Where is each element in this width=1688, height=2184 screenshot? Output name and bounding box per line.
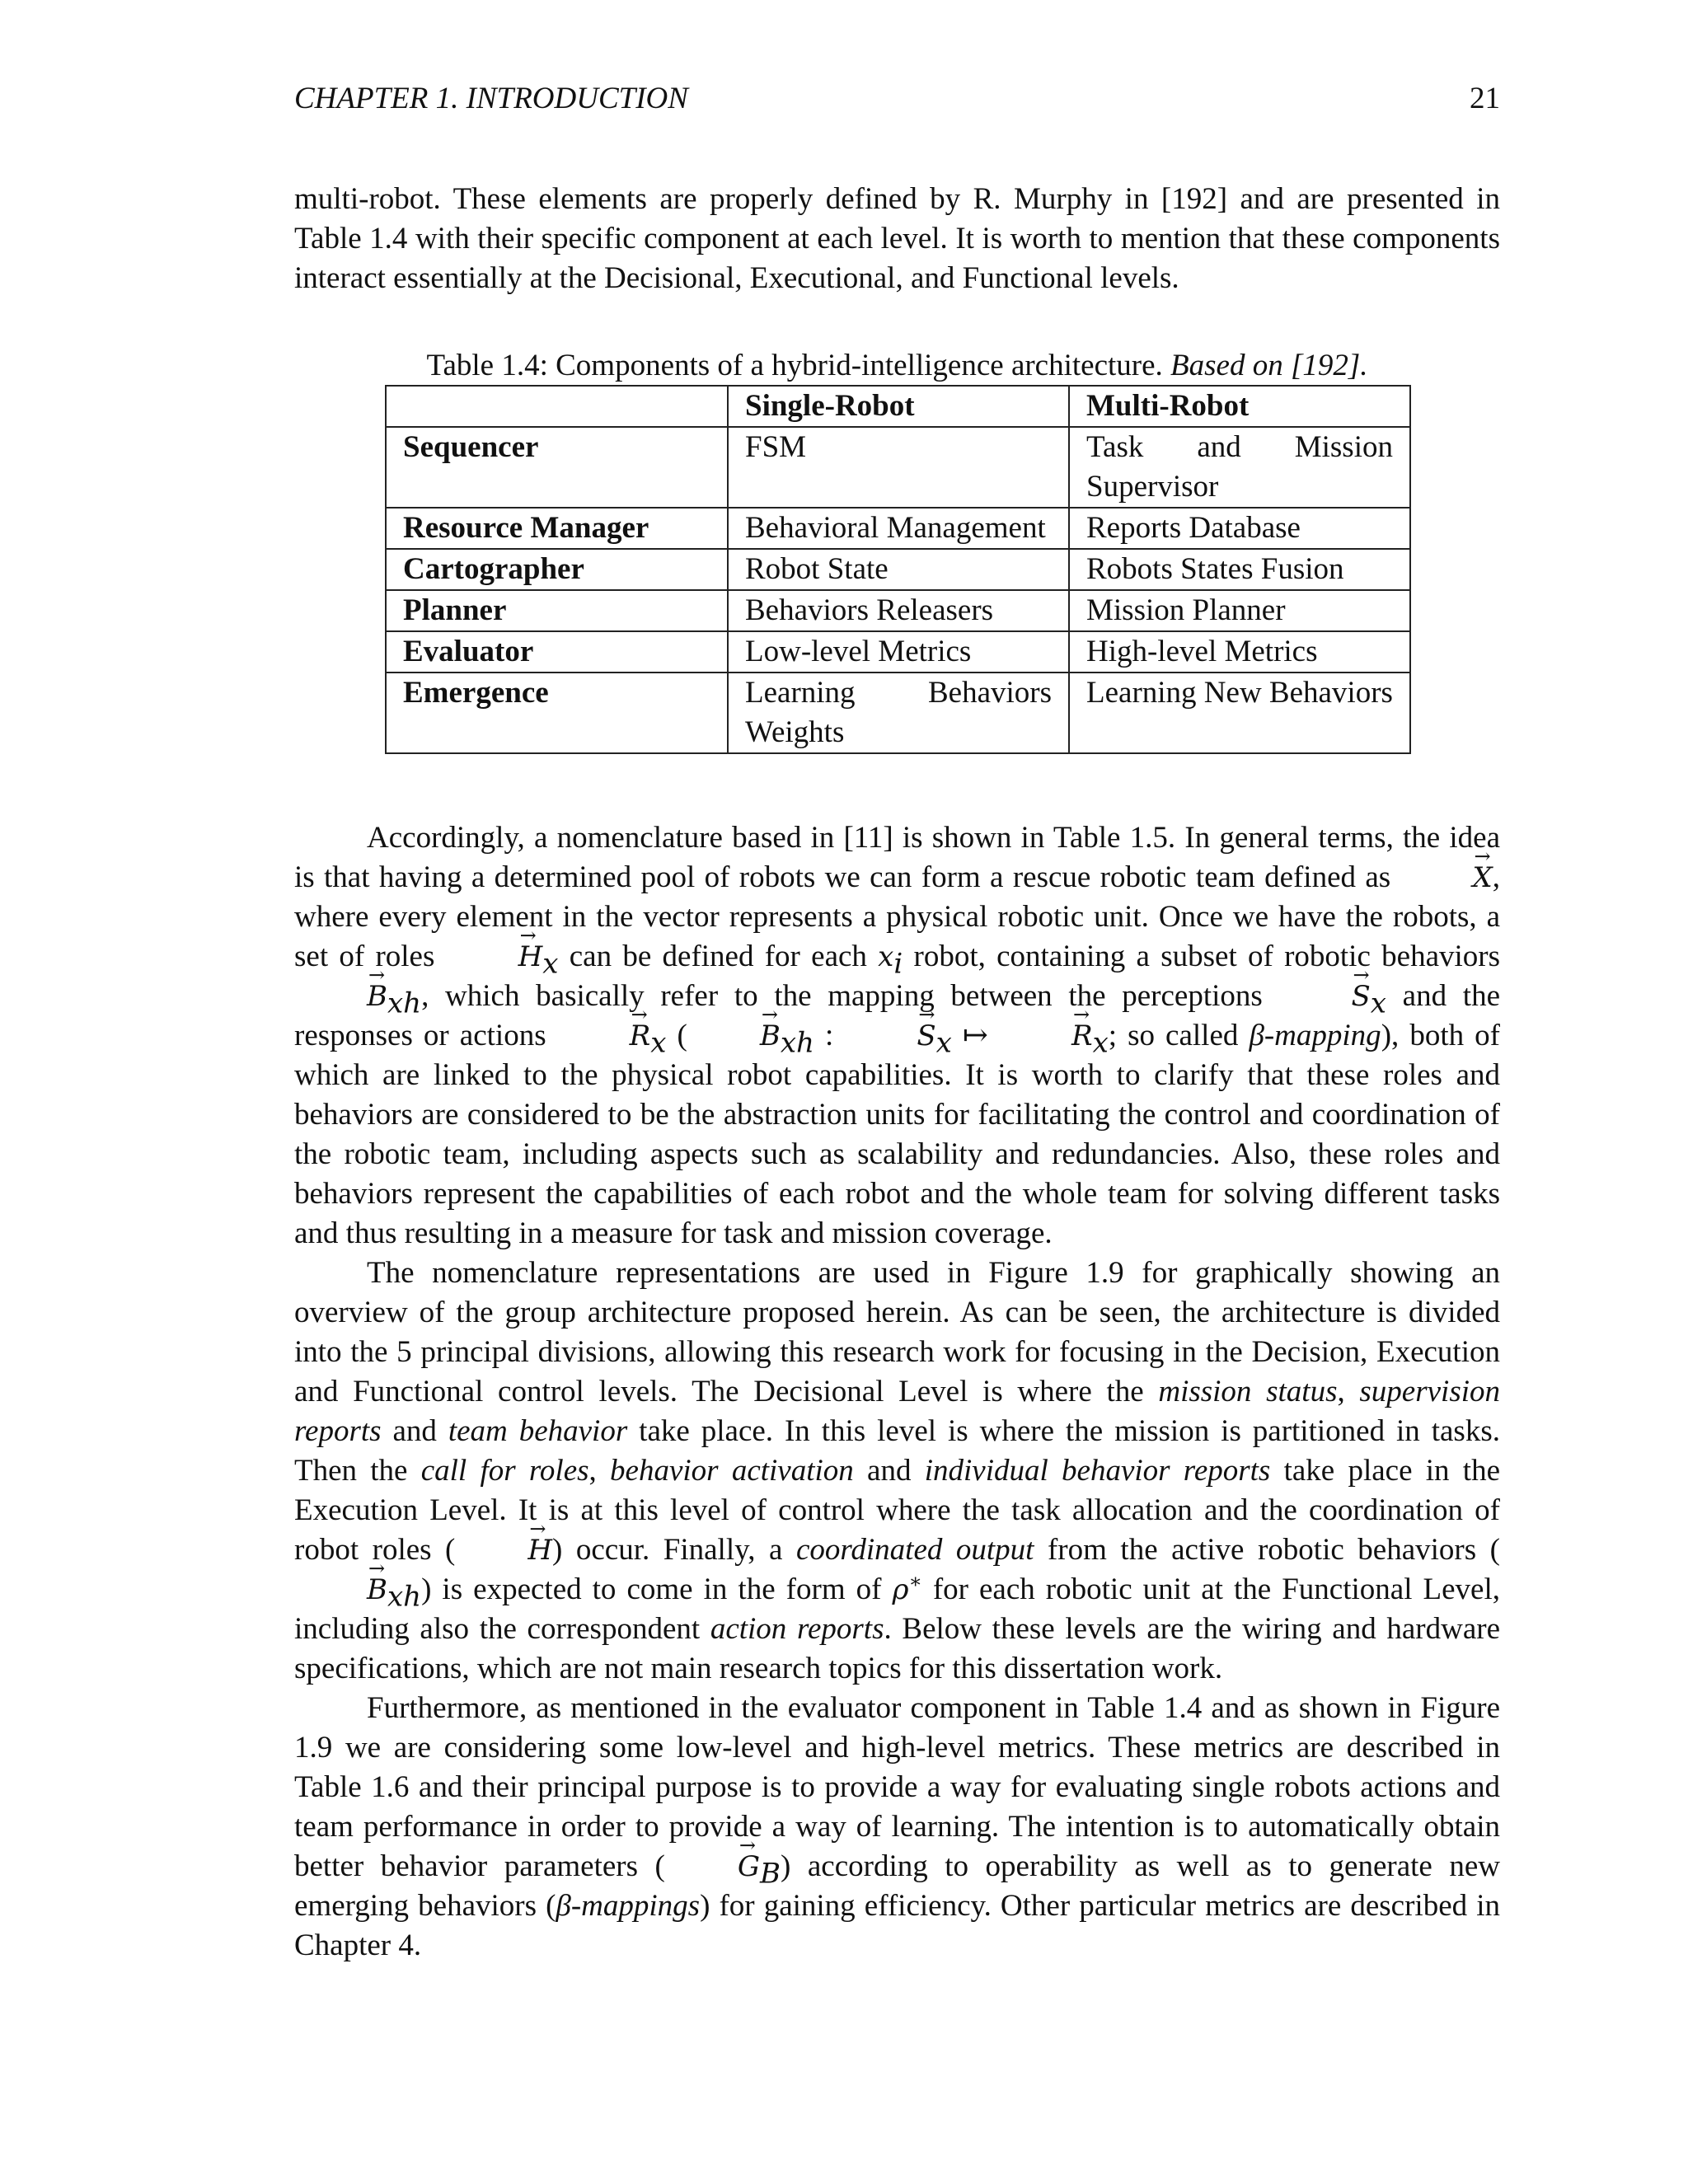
math-vector-x: → X [1400, 858, 1493, 898]
table-row [386, 673, 1410, 753]
table-cell-single: Behavioral Management [728, 508, 1069, 549]
paragraph-architecture: The nomenclature representations are used in Figure 1.9 for graphically showing an overview of the group architecture proposed herein. As can be seen, the architecture is divided into the 5 principal divisions, allowing this research work for focusing in the Decision, Execution and Functional control levels. The Decisional Level is where the mission status, supervision reports and team behavior take place. In this level is where the mission is partitioned in tasks. Then the call for roles, behavior activation and individual behavior reports take place in the Execution Level. It is at this level of control where the task allocation and the coordination of robot roles (→ H) occur. Finally, a coordinated output from the active robotic behaviors (→ $B_{xh}$) is expected to come in the form of ρ∗ for each robotic unit at the Functional Level, including also the correspondent action reports. Below these levels are the wiring and hardware specifications, which are not main research topics for this dissertation work. [294, 1254, 1500, 1689]
table-row [386, 631, 1410, 673]
table-cell-component: Cartographer [386, 549, 728, 590]
table-row [386, 590, 1410, 631]
table-header-multi-robot: Multi-Robot [1069, 386, 1410, 427]
page-number: 21 [1470, 82, 1500, 115]
table-cell-component: Resource Manager [386, 508, 728, 549]
math-vector-g: → G [665, 1847, 760, 1886]
math-vector-r: → R [557, 1016, 651, 1056]
table-cell-multi: Robots States Fusion [1069, 549, 1410, 590]
table-cell-single: Learning Behaviors Weights [728, 673, 1069, 753]
page-header [294, 81, 1500, 122]
math-vector-b-behaviors: → B [294, 1570, 387, 1610]
intro-paragraph-block [294, 180, 1500, 298]
intro-paragraph: multi-robot. These elements are properly defined by R. Murphy in [192] and are presented in Table 1.4 with their specific component at each level. It is worth to mention that these components interact essentially at the Decisional, Executional, and Functional levels. [294, 182, 1500, 295]
components-table [385, 385, 1411, 754]
body-text [294, 818, 1500, 1966]
math-vector-h: → H [446, 937, 543, 977]
table-row [386, 549, 1410, 590]
table-cell-single: Behaviors Releasers [728, 590, 1069, 631]
table-cell-multi: High-level Metrics [1069, 631, 1410, 673]
math-vector-s: → S [1279, 977, 1371, 1016]
table-caption-source: Based on [192]. [1170, 349, 1368, 382]
table-cell-multi: Learning New Behaviors [1069, 673, 1410, 753]
table-cell-component: Sequencer [386, 427, 728, 508]
math-rho: ρ [892, 1573, 909, 1606]
table-cell-multi: Mission Planner [1069, 590, 1410, 631]
table-row [386, 508, 1410, 549]
math-vector-b: → B [294, 977, 387, 1016]
table-cell-component: Evaluator [386, 631, 728, 673]
table-cell-component: Planner [386, 590, 728, 631]
table-cell-single: Low-level Metrics [728, 631, 1069, 673]
table-cell-multi: Task and Mission Supervisor [1069, 427, 1410, 508]
table-header-row [386, 386, 1410, 427]
table-header-single-robot: Single-Robot [728, 386, 1069, 427]
table-caption [294, 346, 1500, 386]
table-cell-single: FSM [728, 427, 1069, 508]
paragraph-nomenclature: Accordingly, a nomenclature based in [11] is shown in Table 1.5. In general terms, the idea is that having a determined pool of robots we can form a rescue robotic team defined as → X, where every element in the vector represents a physical robotic unit. Once we have the robots, a set of roles → $H_x$ can be defined for each $x_i$ robot, containing a subset of robotic behaviors → $B_{xh}$, which basically refer to the mapping between the perceptions → $S_x$ and the responses or actions → $R_x$ (→ $B_{xh}$ : → $S_x$ ↦ → $R_x$; so called β-mapping), both of which are linked to the physical robot capabilities. It is worth to clarify that these roles and behaviors are considered to be the abstraction units for facilitating the control and coordination of the robotic team, including aspects such as scalability and redundancies. Also, these roles and behaviors represent the capabilities of each robot and the whole team for solving different tasks and thus resulting in a measure for task and mission coverage. [294, 818, 1500, 1254]
chapter-title: CHAPTER 1. INTRODUCTION [294, 82, 688, 115]
table-caption-main: Table 1.4: Components of a hybrid-intelligence architecture. [426, 349, 1163, 382]
table-cell-single: Robot State [728, 549, 1069, 590]
math-x-i: x [878, 940, 894, 973]
table-row [386, 427, 1410, 508]
table-cell-component: Emergence [386, 673, 728, 753]
table-header-empty [386, 386, 728, 427]
table-cell-multi: Reports Database [1069, 508, 1410, 549]
paragraph-metrics: Furthermore, as mentioned in the evaluator component in Table 1.4 and as shown in Figure 1.9 we are considering some low-level and high-level metrics. These metrics are described in Table 1.6 and their principal purpose is to provide a way for evaluating single robots actions and team performance in order to provide a way of learning. The intention is to automatically obtain better behavior parameters (→ $G_B$) according to operability as well as to generate new emerging behaviors (β-mappings) for gaining efficiency. Other particular metrics are described in Chapter 4. [294, 1689, 1500, 1966]
math-vector-h-roles: → H [455, 1530, 552, 1570]
